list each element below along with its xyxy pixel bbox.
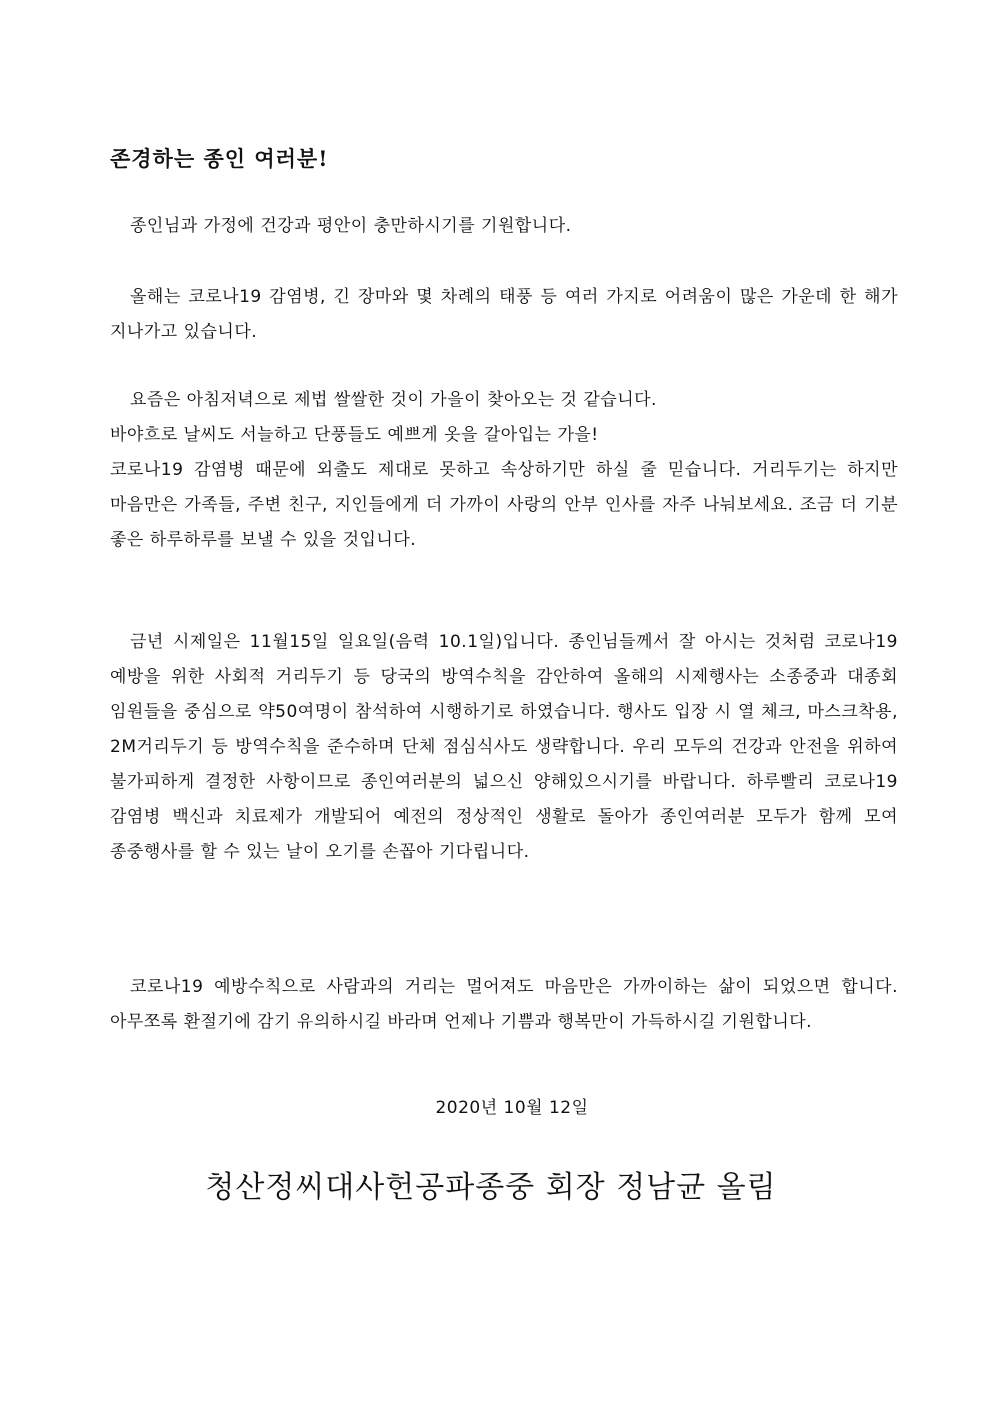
letter-date: 2020년 10월 12일 bbox=[435, 1098, 589, 1118]
autumn-paragraph-line-3: 코로나19 감염병 때문에 외출도 제대로 못하고 속상하기만 하실 줄 믿습니다. 거리두기는 하지만 마음만은 가족들, 주변 친구, 지인들에게 더 가까이 사랑의 안부 인사를 자주 나눠보세요. 조금 더 기분 좋은 하루하루를 보낼 수 있을 것입니다. bbox=[110, 460, 898, 550]
year-summary-paragraph: 올해는 코로나19 감염병, 긴 장마와 몇 차례의 태풍 등 여러 가지로 어려움이 많은 가운데 한 해가 지나가고 있습니다. bbox=[110, 287, 898, 342]
letter-signature: 청산정씨대사헌공파종중 회장 정남균 올림 bbox=[205, 1170, 777, 1205]
autumn-paragraph-line-1: 요즘은 아침저녁으로 제법 쌀쌀한 것이 가을이 찾아오는 것 같습니다. bbox=[130, 390, 657, 410]
autumn-paragraph-line-2: 바야흐로 날씨도 서늘하고 단풍들도 예쁘게 옷을 갈아입는 가을! bbox=[110, 425, 599, 445]
greeting-paragraph: 종인님과 가정에 건강과 평안이 충만하시기를 기원합니다. bbox=[130, 216, 572, 236]
autumn-paragraph bbox=[110, 383, 898, 558]
salutation-heading: 존경하는 종인 여러분! bbox=[110, 146, 329, 171]
memorial-ceremony-paragraph: 금년 시제일은 11월15일 일요일(음력 10.1일)입니다. 종인님들께서 잘 아시는 것처럼 코로나19 예방을 위한 사회적 거리두기 등 당국의 방역수칙을 감안하여 올해의 시제행사는 소종중과 대종회 임원들을 중심으로 약50여명이 참석하여 시행하기로 하였습니다. 행사도 입장 시 열 체크, 마스크착용, 2M거리두기 등 방역수칙을 준수하며 단체 점심식사도 생략합니다. 우리 모두의 건강과 안전을 위하여 불가피하게 결정한 사항이므로 종인여러분의 넓으신 양해있으시기를 바랍니다. 하루빨리 코로나19 감염병 백신과 치료제가 개발되어 예전의 정상적인 생활로 돌아가 종인여러분 모두가 함께 모여 종중행사를 할 수 있는 날이 오기를 손꼽아 기다립니다. bbox=[110, 632, 898, 862]
closing-paragraph: 코로나19 예방수칙으로 사람과의 거리는 멀어져도 마음만은 가까이하는 삶이 되었으면 합니다. 아무쪼록 환절기에 감기 유의하시길 바라며 언제나 기쁨과 행복만이 가득하시길 기원합니다. bbox=[110, 977, 898, 1032]
